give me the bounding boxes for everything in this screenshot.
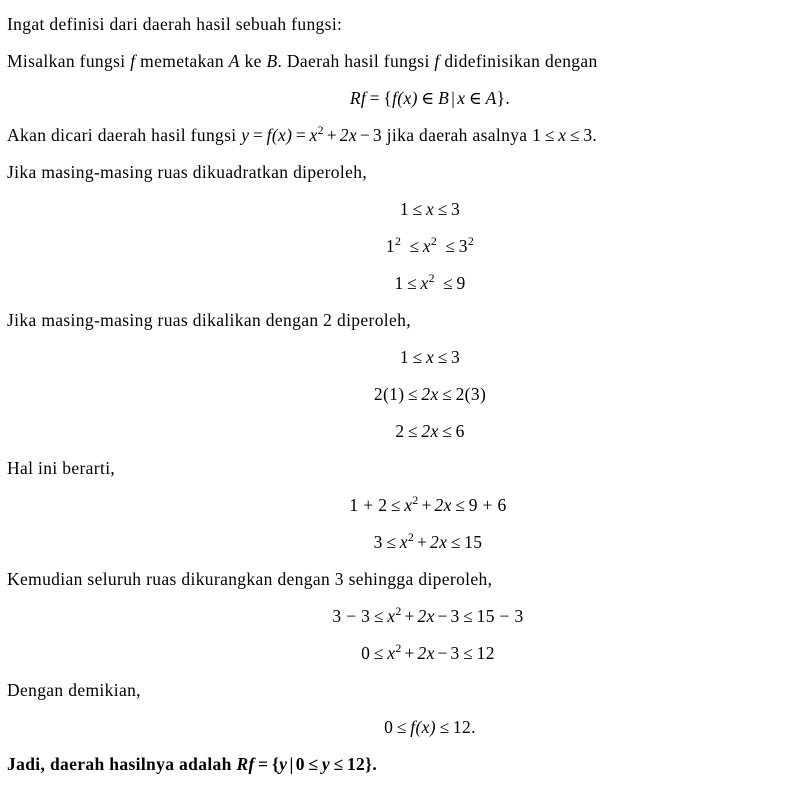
- b1l1-left: 1: [399, 199, 409, 219]
- conclusion-y-2: y: [321, 754, 330, 774]
- b3l1-leq-2: ≤: [455, 495, 466, 515]
- intro-text: Ingat definisi dari daerah hasil sebuah fungsi:: [7, 14, 343, 34]
- math-open-brace: {: [383, 88, 393, 108]
- equation-b3-line1: [33, 487, 805, 524]
- b3l2-sup: 2: [407, 530, 415, 545]
- equation-b3-line2: [33, 524, 805, 561]
- equation-range-definition: [35, 80, 805, 117]
- equation-b2-line1: [35, 339, 805, 376]
- math-var-A: A: [228, 51, 240, 71]
- conclusion-zero: 0: [295, 754, 305, 774]
- final-right: 12.: [452, 717, 476, 737]
- equation-b4-line2: [33, 635, 805, 672]
- b1l2-sup-left: 2: [394, 234, 402, 249]
- b4l2-right: 12: [476, 643, 495, 663]
- b1l1-right: 3: [451, 199, 461, 219]
- math-equals: =: [369, 88, 380, 108]
- b4l2-minus: −: [437, 643, 448, 663]
- b2l3-right: 6: [455, 421, 465, 441]
- math-f: f: [392, 88, 398, 108]
- problem-mid: jika daerah asalnya: [381, 125, 533, 145]
- b4l2-plus: +: [404, 643, 415, 663]
- b2l2-mid: 2x: [421, 384, 439, 404]
- b3l1-plus: +: [421, 495, 432, 515]
- math-plus: +: [326, 125, 337, 145]
- definition-mid-3: . Daerah hasil fungsi: [277, 51, 435, 71]
- problem-prefix: Akan dicari daerah hasil fungsi: [7, 125, 242, 145]
- conclusion-leq-2: ≤: [333, 754, 344, 774]
- b2l1-left: 1: [399, 347, 409, 367]
- b1l3-x: x: [420, 273, 429, 293]
- b3l1-sup: 2: [412, 493, 419, 508]
- math-var-f-2: f: [434, 51, 440, 71]
- math-close-brace: }.: [496, 88, 511, 108]
- math-2x: 2x: [339, 125, 358, 145]
- b4l2-leq-1: ≤: [373, 643, 384, 663]
- b3l2-leq-2: ≤: [450, 532, 461, 552]
- b4l2-const-3: 3: [450, 643, 460, 663]
- math-element-of-1: ∈: [421, 88, 435, 108]
- means-intro-text: Hal ini berarti,: [7, 458, 116, 478]
- b4l1-sup: 2: [395, 604, 402, 619]
- math-var-B: B: [266, 51, 278, 71]
- b1l3-leq-1: ≤: [407, 273, 418, 293]
- subtract-intro-text: Kemudian seluruh ruas dikurangkan dengan 3 sehingga diperoleh,: [7, 569, 493, 589]
- math-leq-2: ≤: [569, 125, 580, 145]
- b3l1-left: 1 + 2: [349, 495, 388, 515]
- equation-b2-line2: [35, 376, 805, 413]
- b4l2-x: x: [387, 643, 396, 663]
- final-left: 0: [384, 717, 394, 737]
- math-domain-3: 3.: [583, 125, 598, 145]
- b4l1-const-3: 3: [450, 606, 460, 626]
- math-f-of: f: [266, 125, 272, 145]
- b2l1-right: 3: [451, 347, 461, 367]
- b2l1-x: x: [425, 347, 435, 367]
- b1l2-sup-right: 2: [467, 234, 475, 249]
- b4l1-2x: 2x: [417, 606, 435, 626]
- b2l3-leq-1: ≤: [407, 421, 418, 441]
- conclusion-pipe: |: [289, 754, 294, 774]
- b1l2-leq-1: ≤: [409, 236, 420, 256]
- equation-b1-line2: [35, 228, 805, 265]
- conclusion-close-brace: }.: [365, 754, 378, 774]
- math-var-f: f: [130, 51, 136, 71]
- b4l2-left: 0: [361, 643, 371, 663]
- conclusion-Rf: Rf: [236, 754, 255, 774]
- b4l1-left: 3 − 3: [332, 606, 371, 626]
- b3l2-2x: 2x: [429, 532, 448, 552]
- math-x: x: [457, 88, 466, 108]
- equation-b1-line1: [35, 191, 805, 228]
- b2l2-leq-2: ≤: [442, 384, 453, 404]
- definition-sentence: [7, 43, 797, 80]
- math-equals-2: =: [295, 125, 307, 145]
- equation-final-range: [35, 709, 805, 746]
- b4l1-right: 15 − 3: [476, 606, 524, 626]
- definition-mid-2: ke: [239, 51, 267, 71]
- b3l1-right: 9 + 6: [468, 495, 507, 515]
- b3l1-leq-1: ≤: [390, 495, 401, 515]
- math-element-of-2: ∈: [468, 88, 483, 108]
- conclusion-line: [7, 746, 797, 783]
- math-such-that-bar: |: [451, 88, 456, 108]
- b4l1-x: x: [387, 606, 396, 626]
- b2l2-leq-1: ≤: [407, 384, 418, 404]
- b4l1-leq-2: ≤: [463, 606, 474, 626]
- final-arg-x: (x): [415, 717, 436, 737]
- b2l3-leq-2: ≤: [442, 421, 453, 441]
- b4l1-minus: −: [437, 606, 448, 626]
- b2l3-left: 2: [395, 421, 405, 441]
- equation-b2-line3: [35, 413, 805, 450]
- problem-statement: [7, 117, 797, 154]
- b4l2-sup: 2: [395, 641, 402, 656]
- b3l2-x: x: [399, 532, 408, 552]
- math-const-3: 3: [372, 125, 382, 145]
- b1l2-leq-2: ≤: [445, 236, 456, 256]
- conclusion-leq-1: ≤: [308, 754, 319, 774]
- equation-b1-line3: [35, 265, 805, 302]
- b3l2-right: 15: [464, 532, 483, 552]
- math-minus: −: [359, 125, 371, 145]
- math-exponent-2: 2: [317, 123, 324, 138]
- math-x-base: x: [309, 125, 318, 145]
- conclusion-equals: =: [258, 754, 269, 774]
- b1l1-leq-1: ≤: [412, 199, 423, 219]
- b2l1-leq-2: ≤: [437, 347, 448, 367]
- b1l2-left: 1: [385, 236, 395, 256]
- final-f: f: [410, 717, 416, 737]
- b1l2-x: x: [422, 236, 431, 256]
- equation-b4-line1: [33, 598, 805, 635]
- b3l2-left: 3: [373, 532, 383, 552]
- b1l2-sup-mid: 2: [430, 234, 438, 249]
- b3l2-plus: +: [416, 532, 428, 552]
- b2l1-leq-1: ≤: [412, 347, 423, 367]
- conclusion-twelve: 12: [346, 754, 366, 774]
- math-domain-x: x: [558, 125, 567, 145]
- multiplied-intro-text: Jika masing-masing ruas dikalikan dengan 2 diperoleh,: [7, 310, 411, 330]
- conclusion-prefix: Jadi, daerah hasilnya adalah: [7, 754, 237, 774]
- math-equals-1: =: [252, 125, 264, 145]
- b3l1-2x: 2x: [434, 495, 452, 515]
- b2l3-mid: 2x: [421, 421, 439, 441]
- b1l1-leq-2: ≤: [437, 199, 448, 219]
- math-Rf: Rf: [349, 88, 367, 108]
- b1l3-sup: 2: [428, 271, 435, 286]
- definition-suffix: didefinisikan dengan: [439, 51, 598, 71]
- b1l3-right: 9: [456, 273, 466, 293]
- math-y: y: [241, 125, 250, 145]
- b1l2-right: 3: [458, 236, 468, 256]
- conclusion-open-brace: {: [271, 754, 280, 774]
- b4l2-2x: 2x: [417, 643, 435, 663]
- math-leq-1: ≤: [544, 125, 555, 145]
- math-set-B: B: [438, 88, 450, 108]
- b4l1-plus: +: [404, 606, 415, 626]
- b4l1-leq-1: ≤: [373, 606, 384, 626]
- math-arg-x: (x): [271, 125, 293, 145]
- b2l2-left: 2(1): [373, 384, 405, 404]
- b3l1-x: x: [404, 495, 413, 515]
- therefore-intro-text: Dengan demikian,: [7, 680, 141, 700]
- b1l1-x: x: [425, 199, 435, 219]
- b2l2-right: 2(3): [455, 384, 487, 404]
- b4l2-leq-2: ≤: [463, 643, 474, 663]
- math-set-A: A: [485, 88, 497, 108]
- final-leq-1: ≤: [396, 717, 407, 737]
- definition-mid-1: memetakan: [135, 51, 229, 71]
- math-paren-x: (x): [397, 88, 418, 108]
- final-leq-2: ≤: [439, 717, 450, 737]
- b3l2-leq-1: ≤: [386, 532, 397, 552]
- definition-prefix: Misalkan fungsi: [7, 51, 131, 71]
- conclusion-y-1: y: [279, 754, 288, 774]
- b1l3-leq-2: ≤: [442, 273, 453, 293]
- squared-intro-text: Jika masing-masing ruas dikuadratkan diperoleh,: [7, 162, 368, 182]
- math-domain-1: 1: [532, 125, 542, 145]
- b1l3-left: 1: [394, 273, 404, 293]
